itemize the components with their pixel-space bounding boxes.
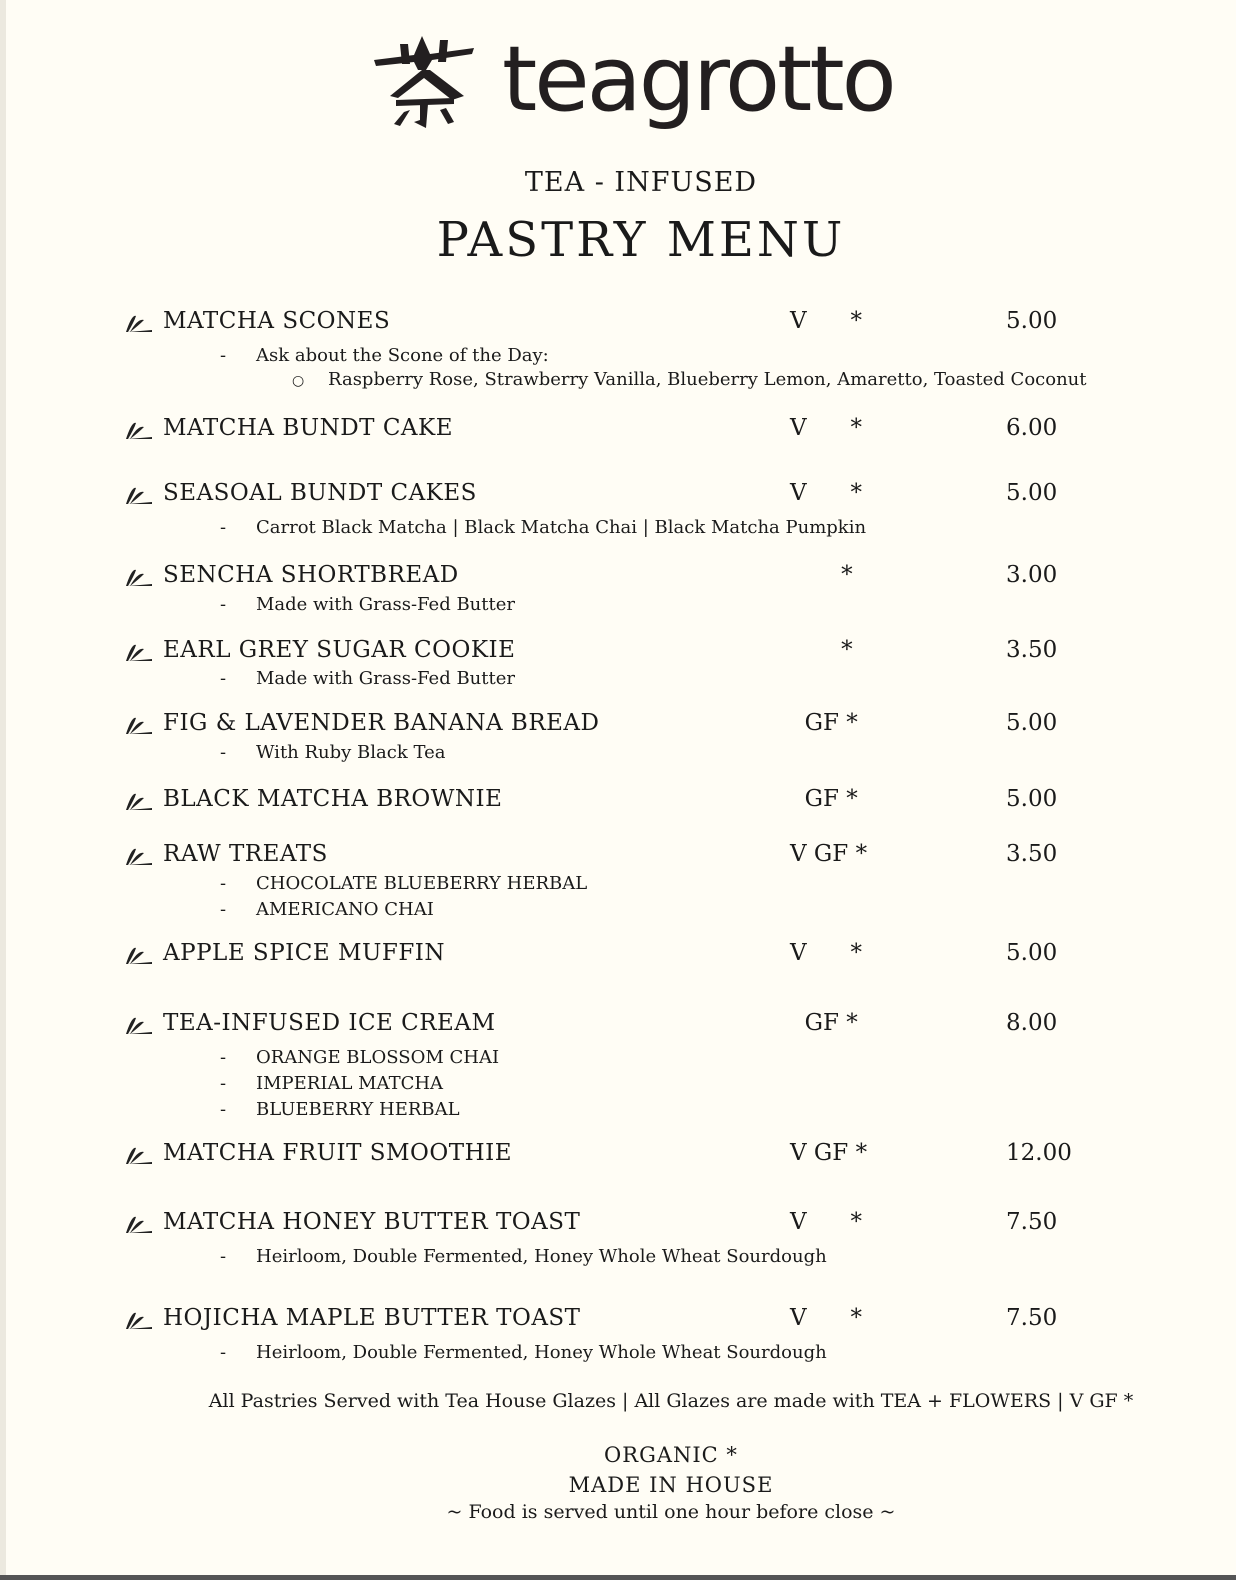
item-price: 3.50	[1006, 841, 1058, 867]
menu-title: PASTRY MENU	[436, 212, 846, 268]
item-detail: - Heirloom, Double Fermented, Honey Whole Wheat Sourdough	[220, 1246, 827, 1267]
item-detail: - With Ruby Black Tea	[220, 742, 446, 763]
item-tags: V *	[790, 1209, 862, 1235]
item-price: 5.00	[1006, 308, 1058, 334]
menu-item	[0, 1010, 1236, 1044]
glazes-note: All Pastries Served with Tea House Glazes | All Glazes are made with TEA + FLOWERS | V GF *	[208, 1390, 1134, 1412]
menu-item	[0, 1305, 1236, 1339]
tea-leaf-icon	[124, 1309, 154, 1331]
item-detail: - AMERICANO CHAI	[220, 899, 434, 920]
dash-bullet: -	[220, 1246, 227, 1267]
item-price: 7.50	[1006, 1305, 1058, 1331]
dash-bullet: -	[220, 1073, 227, 1094]
item-name: MATCHA FRUIT SMOOTHIE	[163, 1140, 513, 1166]
menu-item	[0, 1140, 1236, 1174]
item-name: MATCHA HONEY BUTTER TOAST	[163, 1209, 581, 1235]
tea-leaf-icon	[124, 790, 154, 812]
tea-leaf-icon	[124, 566, 154, 588]
dash-bullet: -	[220, 668, 227, 689]
tea-leaf-icon	[124, 312, 154, 334]
item-price: 7.50	[1006, 1209, 1058, 1235]
item-tags: V *	[790, 308, 862, 334]
item-name: SENCHA SHORTBREAD	[163, 562, 459, 588]
item-name: TEA-INFUSED ICE CREAM	[163, 1010, 496, 1036]
circle-bullet-icon: ○	[292, 373, 305, 389]
item-price: 8.00	[1006, 1010, 1058, 1036]
menu-item	[0, 480, 1236, 514]
item-name: HOJICHA MAPLE BUTTER TOAST	[163, 1305, 581, 1331]
item-detail: - Made with Grass-Fed Butter	[220, 668, 515, 689]
item-name: MATCHA BUNDT CAKE	[163, 415, 454, 441]
page-bottom-edge	[0, 1575, 1236, 1580]
item-tags: V *	[790, 480, 862, 506]
menu-item	[0, 1209, 1236, 1243]
dash-bullet: -	[220, 1342, 227, 1363]
item-price: 3.00	[1006, 562, 1058, 588]
item-detail: - BLUEBERRY HERBAL	[220, 1099, 460, 1120]
dash-bullet: -	[220, 873, 227, 894]
item-detail: - IMPERIAL MATCHA	[220, 1073, 444, 1094]
item-price: 12.00	[1006, 1140, 1072, 1166]
menu-item	[0, 710, 1236, 744]
item-detail: - Made with Grass-Fed Butter	[220, 594, 515, 615]
item-tags: V *	[790, 415, 862, 441]
tea-leaf-icon	[124, 484, 154, 506]
dash-bullet: -	[220, 742, 227, 763]
dash-bullet: -	[220, 517, 227, 538]
item-name: BLACK MATCHA BROWNIE	[163, 786, 503, 812]
item-price: 5.00	[1006, 940, 1058, 966]
menu-subtitle: TEA - INFUSED	[524, 167, 758, 198]
tea-leaf-icon	[124, 419, 154, 441]
item-price: 5.00	[1006, 786, 1058, 812]
item-detail: - ORANGE BLOSSOM CHAI	[220, 1047, 500, 1068]
tea-leaf-icon	[124, 845, 154, 867]
item-tags: GF *	[790, 786, 858, 812]
menu-item	[0, 415, 1236, 449]
dash-bullet: -	[220, 345, 227, 366]
item-tags: V *	[790, 940, 862, 966]
menu-item	[0, 308, 1236, 342]
item-subdetail: ○ Raspberry Rose, Strawberry Vanilla, Blueberry Lemon, Amaretto, Toasted Coconut	[292, 369, 1087, 390]
dash-bullet: -	[220, 594, 227, 615]
brand-logo	[370, 27, 894, 132]
item-price: 3.50	[1006, 637, 1058, 663]
made-in-house-note: MADE IN HOUSE	[568, 1473, 774, 1497]
menu-item	[0, 841, 1236, 875]
item-tags: *	[790, 637, 853, 663]
menu-item	[0, 940, 1236, 974]
item-name: MATCHA SCONES	[163, 308, 391, 334]
tea-leaf-icon	[124, 714, 154, 736]
item-detail: - CHOCOLATE BLUEBERRY HERBAL	[220, 873, 588, 894]
item-price: 5.00	[1006, 710, 1058, 736]
item-tags: V GF *	[790, 841, 868, 867]
organic-note: ORGANIC *	[604, 1443, 738, 1467]
item-name: SEASOAL BUNDT CAKES	[163, 480, 477, 506]
item-price: 6.00	[1006, 415, 1058, 441]
menu-item	[0, 786, 1236, 820]
tea-leaf-icon	[124, 1014, 154, 1036]
item-name: RAW TREATS	[163, 841, 328, 867]
tea-leaf-icon	[124, 1213, 154, 1235]
item-tags: V GF *	[790, 1140, 868, 1166]
dash-bullet: -	[220, 899, 227, 920]
tea-character-icon	[370, 30, 478, 130]
service-hours-note: ~ Food is served until one hour before close ~	[446, 1501, 896, 1523]
item-detail: - Carrot Black Matcha | Black Matcha Chai | Black Matcha Pumpkin	[220, 517, 867, 538]
item-tags: GF *	[790, 1010, 858, 1036]
item-name: EARL GREY SUGAR COOKIE	[163, 637, 516, 663]
dash-bullet: -	[220, 1047, 227, 1068]
tea-leaf-icon	[124, 944, 154, 966]
item-name: FIG & LAVENDER BANANA BREAD	[163, 710, 600, 736]
item-detail: - Heirloom, Double Fermented, Honey Whole Wheat Sourdough	[220, 1342, 827, 1363]
dash-bullet: -	[220, 1099, 227, 1120]
item-price: 5.00	[1006, 480, 1058, 506]
item-tags: GF *	[790, 710, 858, 736]
brand-name: teagrotto	[502, 27, 894, 132]
tea-leaf-icon	[124, 641, 154, 663]
item-tags: *	[790, 562, 853, 588]
tea-leaf-icon	[124, 1144, 154, 1166]
menu-item	[0, 637, 1236, 671]
item-name: APPLE SPICE MUFFIN	[163, 940, 446, 966]
item-detail: - Ask about the Scone of the Day:	[220, 345, 549, 366]
item-tags: V *	[790, 1305, 862, 1331]
menu-item	[0, 562, 1236, 596]
